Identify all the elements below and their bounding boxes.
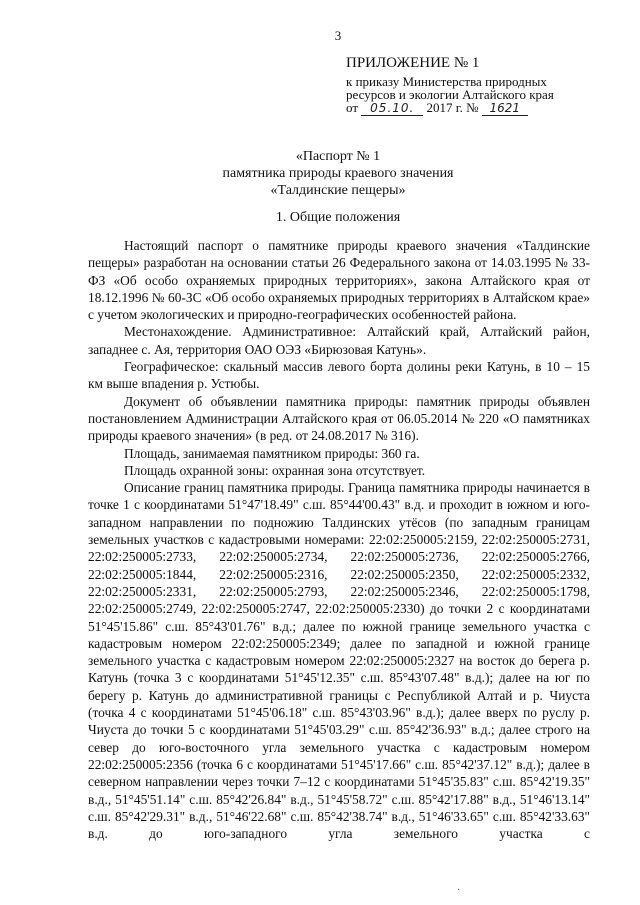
paragraph-area: Площадь, занимаемая памятником природы: 360 га. — [124, 445, 420, 461]
order-year: 2017 г. — [426, 100, 463, 115]
appendix-heading: ПРИЛОЖЕНИЕ № 1 — [346, 55, 480, 71]
handwritten-order-number: 1621 — [482, 102, 528, 116]
order-line-2: ресурсов и экологии Алтайского края — [346, 87, 554, 102]
order-line-1: к приказу Министерства природных — [346, 74, 547, 89]
scan-dot: · — [457, 885, 461, 896]
title-line-2: памятника природы краевого значения — [222, 166, 454, 181]
paragraph-location: Местонахождение. Административное: Алтайский край, Алтайский район, западнее с. Ая, территория ОАО ОЭЗ «Бирюзовая Катунь». — [88, 324, 590, 357]
order-reference — [346, 75, 554, 116]
order-prefix: от — [346, 100, 359, 115]
order-date-line — [346, 101, 554, 116]
page-number: 3 — [334, 28, 342, 43]
paragraph-geography: Географическое: скальный массив левого борта долины реки Катунь, в 10 – 15 км выше впадения р. Устюбы. — [88, 359, 590, 392]
handwritten-order-date: 05.10. — [361, 102, 423, 116]
title-line-1: «Паспорт № 1 — [295, 149, 381, 164]
section-heading: 1. Общие положения — [275, 210, 401, 225]
paragraph-buffer-zone: Площадь охранной зоны: охранная зона отсутствует. — [124, 462, 426, 478]
paragraph-declaration-document: Документ об объявлении памятника природы: памятник природы объявлен постановлением Администрации Алтайского края от 06.05.2014 № 220 «О памятниках природы краевого значения» (в ред. от 24.08.2017 № 316). — [88, 393, 590, 444]
paragraph-boundaries: Описание границ памятника природы. Граница памятника природы начинается в точке 1 с координатами 51°47'18.49" с.ш. 85°44'00.43" в.д. и проходит в южном и юго-западном направлении по подножию Талдинских утёсов (по западным границам земельных участков с кадастровыми номерами: 22:02:250005:2159, 22:02:250005:2731, 22:02:250005:2733, 22:02:250005:2734, 22:02:250005:2736, 22:02:250005:2766, 22:02:250005:1844, 22:02:250005:2316, 22:02:250005:2350, 22:02:250005:2332, 22:02:250005:2331, 22:02:250005:2793, 22:02:250005:2346, 22:02:250005:1798, 22:02:250005:2749, 22:02:250005:2747, 22:02:250005:2330) до точки 2 с координатами 51°45'15.86" с.ш. 85°43'01.76" в.д.; далее по южной границе земельного участка с кадастровым номером 22:02:250005:2349; далее по западной и южной границе земельного участка с кадастровым номером 22:02:250005:2327 на восток до берега р. Катунь (точка 3 с координатами 51°45'12.35" с.ш. 85°43'07.48" в.д.); далее на юг по берегу р. Катунь до административной границы с Республикой Алтай и р. Чиуста (точка 4 с координатами 51°45'06.18" с.ш. 85°43'03.96" в.д.); далее вверх по руслу р. Чиуста до точки 5 с координатами 51°45'03.29" с.ш. 85°42'36.93" в.д.; далее строго на север до юго-восточного угла земельного участка с кадастровым номером 22:02:250005:2356 (точка 6 с координатами 51°45'17.66" с.ш. 85°42'37.12" в.д.); далее в северном направлении через точки 7–12 с координатами 51°45'35.83" с.ш. 85°42'19.35" в.д., 51°45'51.14" с.ш. 85°42'26.84" в.д., 51°45'58.72" с.ш. 85°42'17.88" в.д., 51°46'13.14" с.ш. 85°42'29.31" в.д., 51°46'22.68" с.ш. 85°42'38.74" в.д., 51°46'33.65" с.ш. 85°42'33.63" в.д. до юго-западного угла земельного участка с — [88, 480, 590, 842]
body-text — [88, 237, 590, 842]
passport-title — [0, 148, 640, 199]
title-line-3: «Талдинские пещеры» — [270, 183, 406, 198]
order-number-label: № — [466, 100, 479, 115]
paragraph-legal-basis: Настоящий паспорт о памятнике природы краевого значения «Талдинские пещеры» разработан на основании статьи 26 Федерального закона от 14.03.1995 № 33-ФЗ «Об особо охраняемых природных территориях», закона Алтайского края от 18.12.1996 № 60-ЗС «Об особо охраняемых природных территориях в Алтайском крае» с учетом экологических и природно-географических особенностей района. — [88, 238, 590, 323]
